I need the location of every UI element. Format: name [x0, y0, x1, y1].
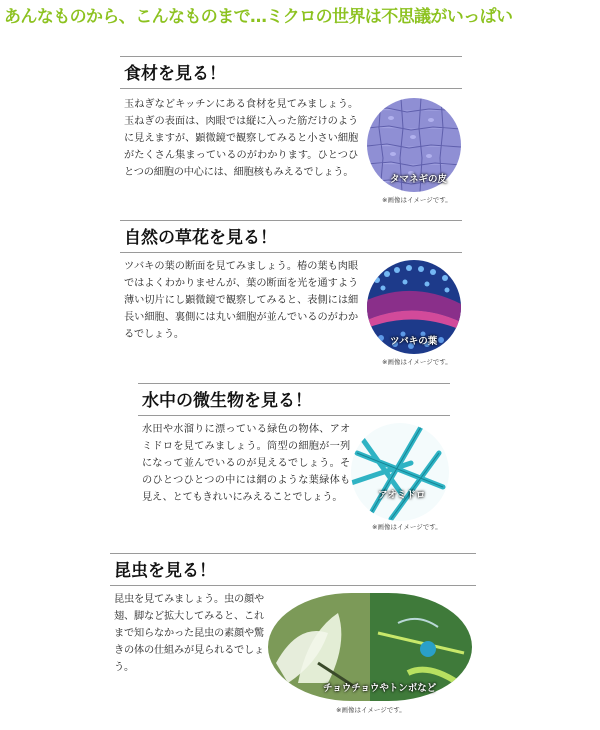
section-body: 水田や水溜りに漂っている緑色の物体、アオミドロを見てみましょう。筒型の細胞が一列になって並んでいるのが見えるでしょう。そのひとつひとつの中には網のような葉緑体も見え、とてもきれいにみえることでしょう。	[142, 424, 350, 503]
section-body: ツバキの葉の断面を見てみましょう。椿の葉も肉眼ではよくわかりませんが、葉の断面を光を通すよう薄い切片にし顕微鏡で観察してみると、表側には細長い細胞、裏側には丸い細胞が並んでいるのがわかるでしょう。	[124, 261, 358, 340]
image-note: ※画像はイメージです。	[372, 523, 442, 531]
image-caption: ツバキの葉	[390, 336, 438, 347]
section-insects	[110, 553, 476, 718]
page-heading: あんなものから、こんなものまで…ミクロの世界は不思議がいっぱい	[4, 7, 513, 27]
section-top-rule	[110, 553, 476, 554]
section-title-rule	[110, 585, 476, 586]
section-body: 玉ねぎなどキッチンにある食材を見てみましょう。玉ねぎの表面は、肉眼では縦に入った筋だけのように見えますが、顕微鏡で観察してみると小さい細胞がたくさん集まっているのがわかります。ひとつひとつの細胞の中心には、細胞核もみえるでしょう。	[124, 99, 358, 178]
section-title: 昆虫を見る！	[114, 561, 216, 581]
image-note: ※画像はイメージです。	[382, 196, 452, 204]
section-top-rule	[120, 56, 462, 57]
section-title: 自然の草花を見る！	[124, 228, 277, 248]
image-caption: チョウチョウやトンボなど	[323, 683, 437, 694]
image-note: ※画像はイメージです。	[382, 358, 452, 366]
image-caption: タマネギの皮	[390, 174, 448, 185]
section-top-rule	[138, 383, 450, 384]
section-plants	[120, 220, 462, 370]
section-title-rule	[120, 88, 462, 89]
image-note: ※画像はイメージです。	[336, 706, 406, 714]
section-body: 昆虫を見てみましょう。虫の顔や翅、脚など拡大してみると、これまで知らなかった昆虫の素顔や驚きの体の仕組みが見られるでしょう。	[114, 594, 264, 673]
section-title-rule	[120, 252, 462, 253]
section-title: 食材を見る！	[124, 64, 226, 84]
section-top-rule	[120, 220, 462, 221]
spirogyra-image	[351, 423, 449, 521]
section-ingredients	[120, 56, 462, 222]
section-microorganisms	[138, 383, 450, 543]
image-caption: アオミドロ	[378, 490, 426, 501]
section-title: 水中の微生物を見る！	[142, 391, 312, 411]
section-title-rule	[138, 415, 450, 416]
